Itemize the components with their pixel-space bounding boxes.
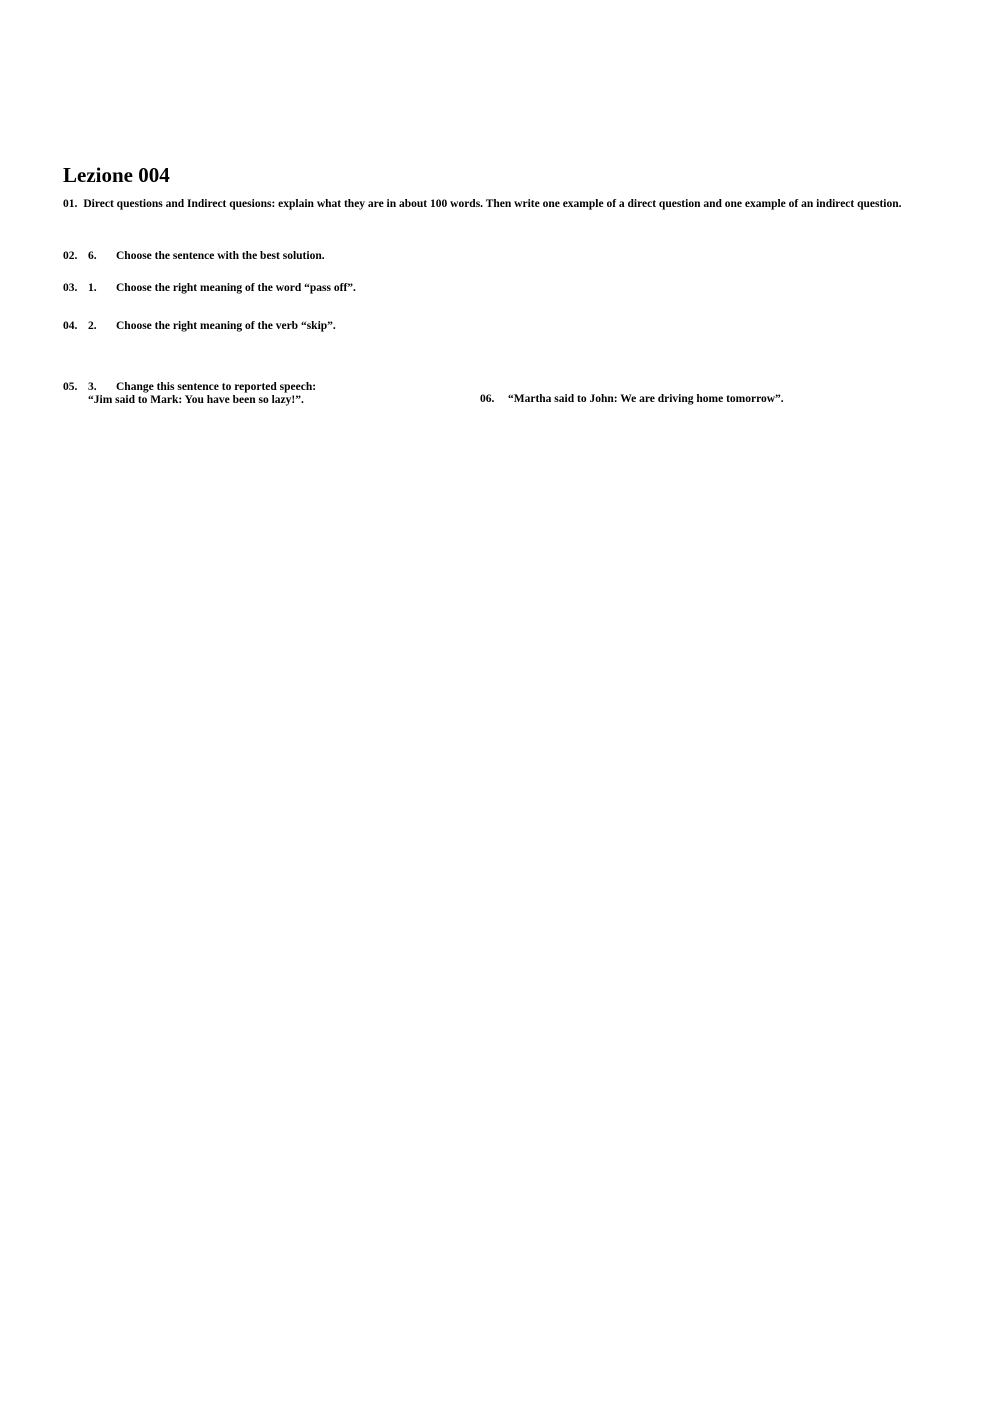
question-subnumber: 3. bbox=[88, 381, 97, 393]
question-04 bbox=[63, 320, 336, 333]
question-subnumber: 6. bbox=[88, 250, 97, 262]
question-number: 03. bbox=[63, 282, 78, 294]
question-number: 05. bbox=[63, 381, 78, 393]
question-quote: “Jim said to Mark: You have been so lazy!”. bbox=[88, 394, 304, 406]
question-text: Choose the sentence with the best solution. bbox=[116, 250, 325, 262]
question-text: Choose the right meaning of the word “pass off”. bbox=[116, 282, 356, 294]
question-subnumber: 1. bbox=[88, 282, 97, 294]
question-05 bbox=[63, 381, 316, 407]
question-text: Change this sentence to reported speech: bbox=[116, 381, 317, 393]
question-number: 04. bbox=[63, 320, 78, 332]
page-title: Lezione 004 bbox=[63, 163, 170, 187]
question-text: Choose the right meaning of the verb “skip”. bbox=[116, 320, 336, 332]
question-subnumber: 2. bbox=[88, 320, 97, 332]
question-text: Direct questions and Indirect quesions: explain what they are in about 100 words. Then write one example of a direct question and one example of an indirect question. bbox=[83, 198, 902, 210]
question-number: 06. bbox=[480, 393, 495, 405]
question-02 bbox=[63, 250, 325, 263]
question-01 bbox=[63, 198, 938, 211]
question-03 bbox=[63, 282, 356, 295]
question-06 bbox=[480, 393, 784, 406]
question-number: 01. bbox=[63, 198, 78, 210]
question-text: “Martha said to John: We are driving home tomorrow”. bbox=[508, 393, 784, 405]
question-number: 02. bbox=[63, 250, 78, 262]
